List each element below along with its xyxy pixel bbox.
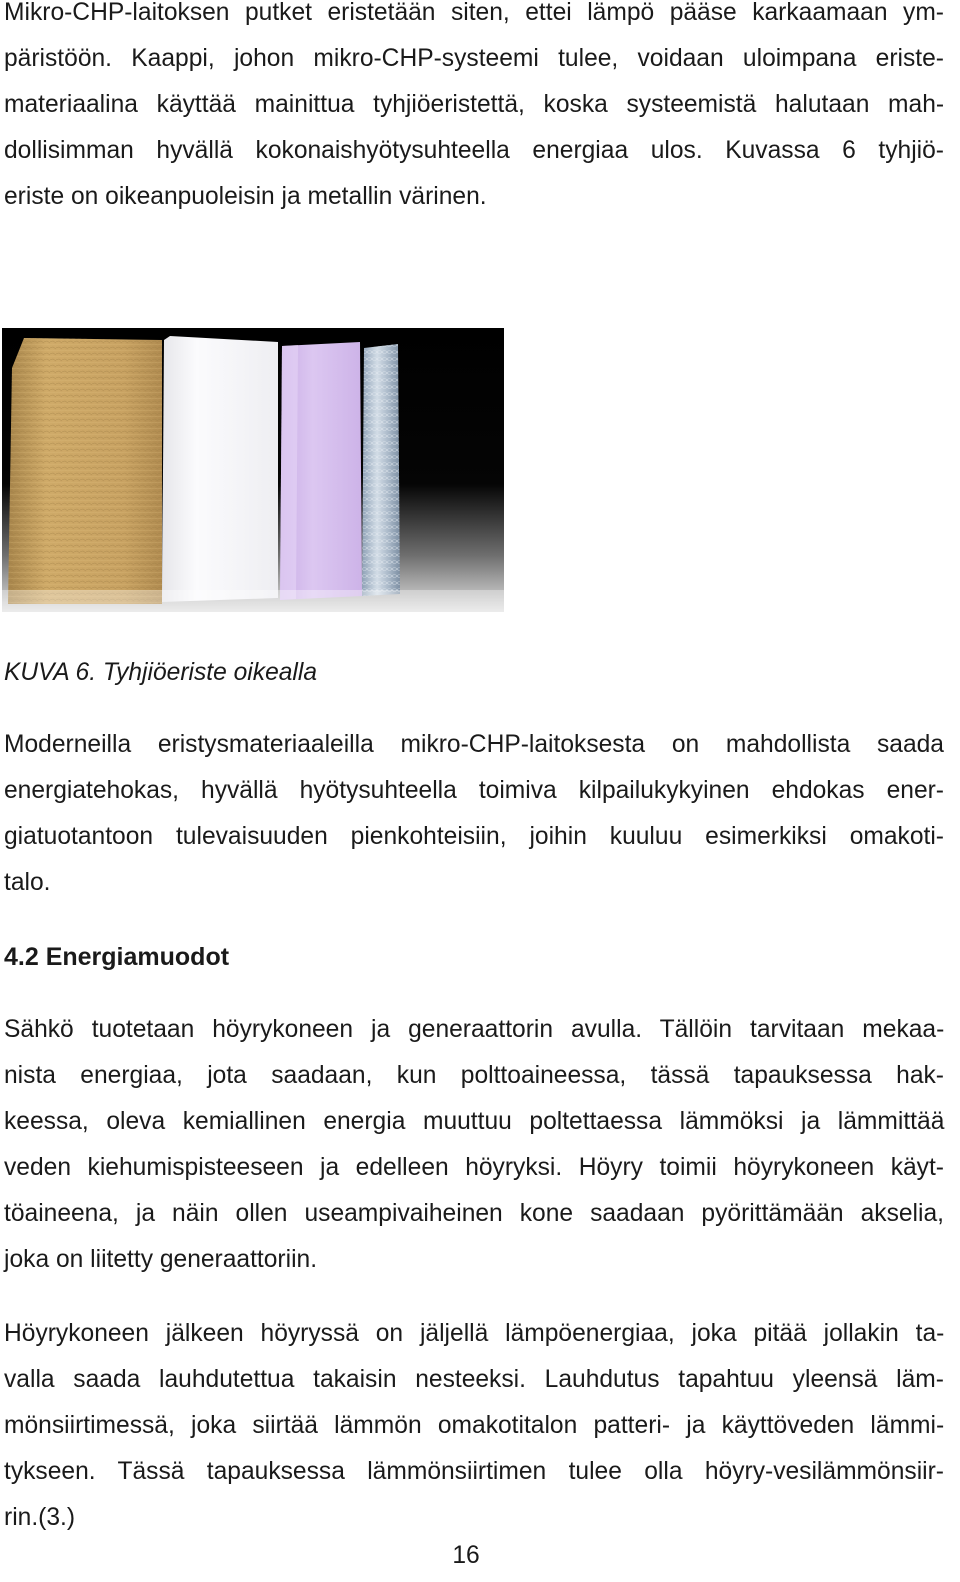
text-line: eriste on oikeanpuoleisin ja metallin värinen. [4,183,487,210]
text-line: Sähkö tuotetaan höyrykoneen ja generaattorin avulla. Tällöin tarvitaan mekaa- [4,1016,945,1043]
text-line: päristöön. Kaappi, johon mikro-CHP-systeemi tulee, voidaan uloimpana eriste- [4,45,944,72]
paragraph-steam-condensation [4,1311,944,1541]
text-line: keessa, oleva kemiallinen energia muuttuu poltettaessa lämmöksi ja lämmittää [4,1108,945,1135]
figure-caption: KUVA 6. Tyhjiöeriste oikealla [4,659,318,686]
paragraph-insulation-cabinet [4,0,944,220]
text-line: rin.(3.) [4,1504,76,1531]
paragraph-electricity-production [4,1007,944,1283]
text-line: nista energiaa, jota saadaan, kun polttoaineessa, tässä tapauksessa hak- [4,1062,944,1089]
text-line: materiaalina käyttää mainittua tyhjiöeristettä, koska systeemistä halutaan mah- [4,91,945,118]
text-line: joka on liitetty generaattoriin. [4,1246,318,1273]
text-line: tykseen. Tässä tapauksessa lämmönsiirtimen tulee olla höyry-vesilämmönsiir- [4,1458,944,1485]
figure-insulation-materials [2,328,504,612]
text-line: Mikro-CHP-laitoksen putket eristetään siten, ettei lämpö pääse karkaamaan ym- [4,0,944,26]
text-line: giatuotantoon tulevaisuuden pienkohteisiin, joihin kuuluu esimerkiksi omakoti- [4,823,944,850]
insulation-samples-image [2,328,504,612]
section-heading: 4.2 Energiamuodot [4,943,230,971]
text-line: veden kiehumispisteeseen ja edelleen höyryksi. Höyry toimii höyrykoneen käyt- [4,1154,944,1181]
text-line: töaineena, ja näin ollen useampivaiheinen kone saadaan pyörittämään akselia, [4,1200,944,1227]
text-line: Moderneilla eristysmateriaaleilla mikro-CHP-laitoksesta on mahdollista saada [4,731,944,758]
text-line: Höyrykoneen jälkeen höyryssä on jäljellä lämpöenergiaa, joka pitää jollakin ta- [4,1320,945,1347]
text-line: mönsiirtimessä, joka siirtää lämmön omakotitalon patteri- ja käyttöveden lämmi- [4,1412,945,1439]
text-line: energiatehokas, hyvällä hyötysuhteella toimiva kilpailukykyinen ehdokas ener- [4,777,944,804]
text-line: talo. [4,869,51,896]
paragraph-modern-insulation [4,722,944,906]
page-number: 16 [452,1542,480,1569]
text-line: valla saada lauhdutettua takaisin nesteeksi. Lauhdutus tapahtuu yleensä läm- [4,1366,944,1393]
text-line: dollisimman hyvällä kokonaishyötysuhteella energiaa ulos. Kuvassa 6 tyhjiö- [4,137,944,164]
